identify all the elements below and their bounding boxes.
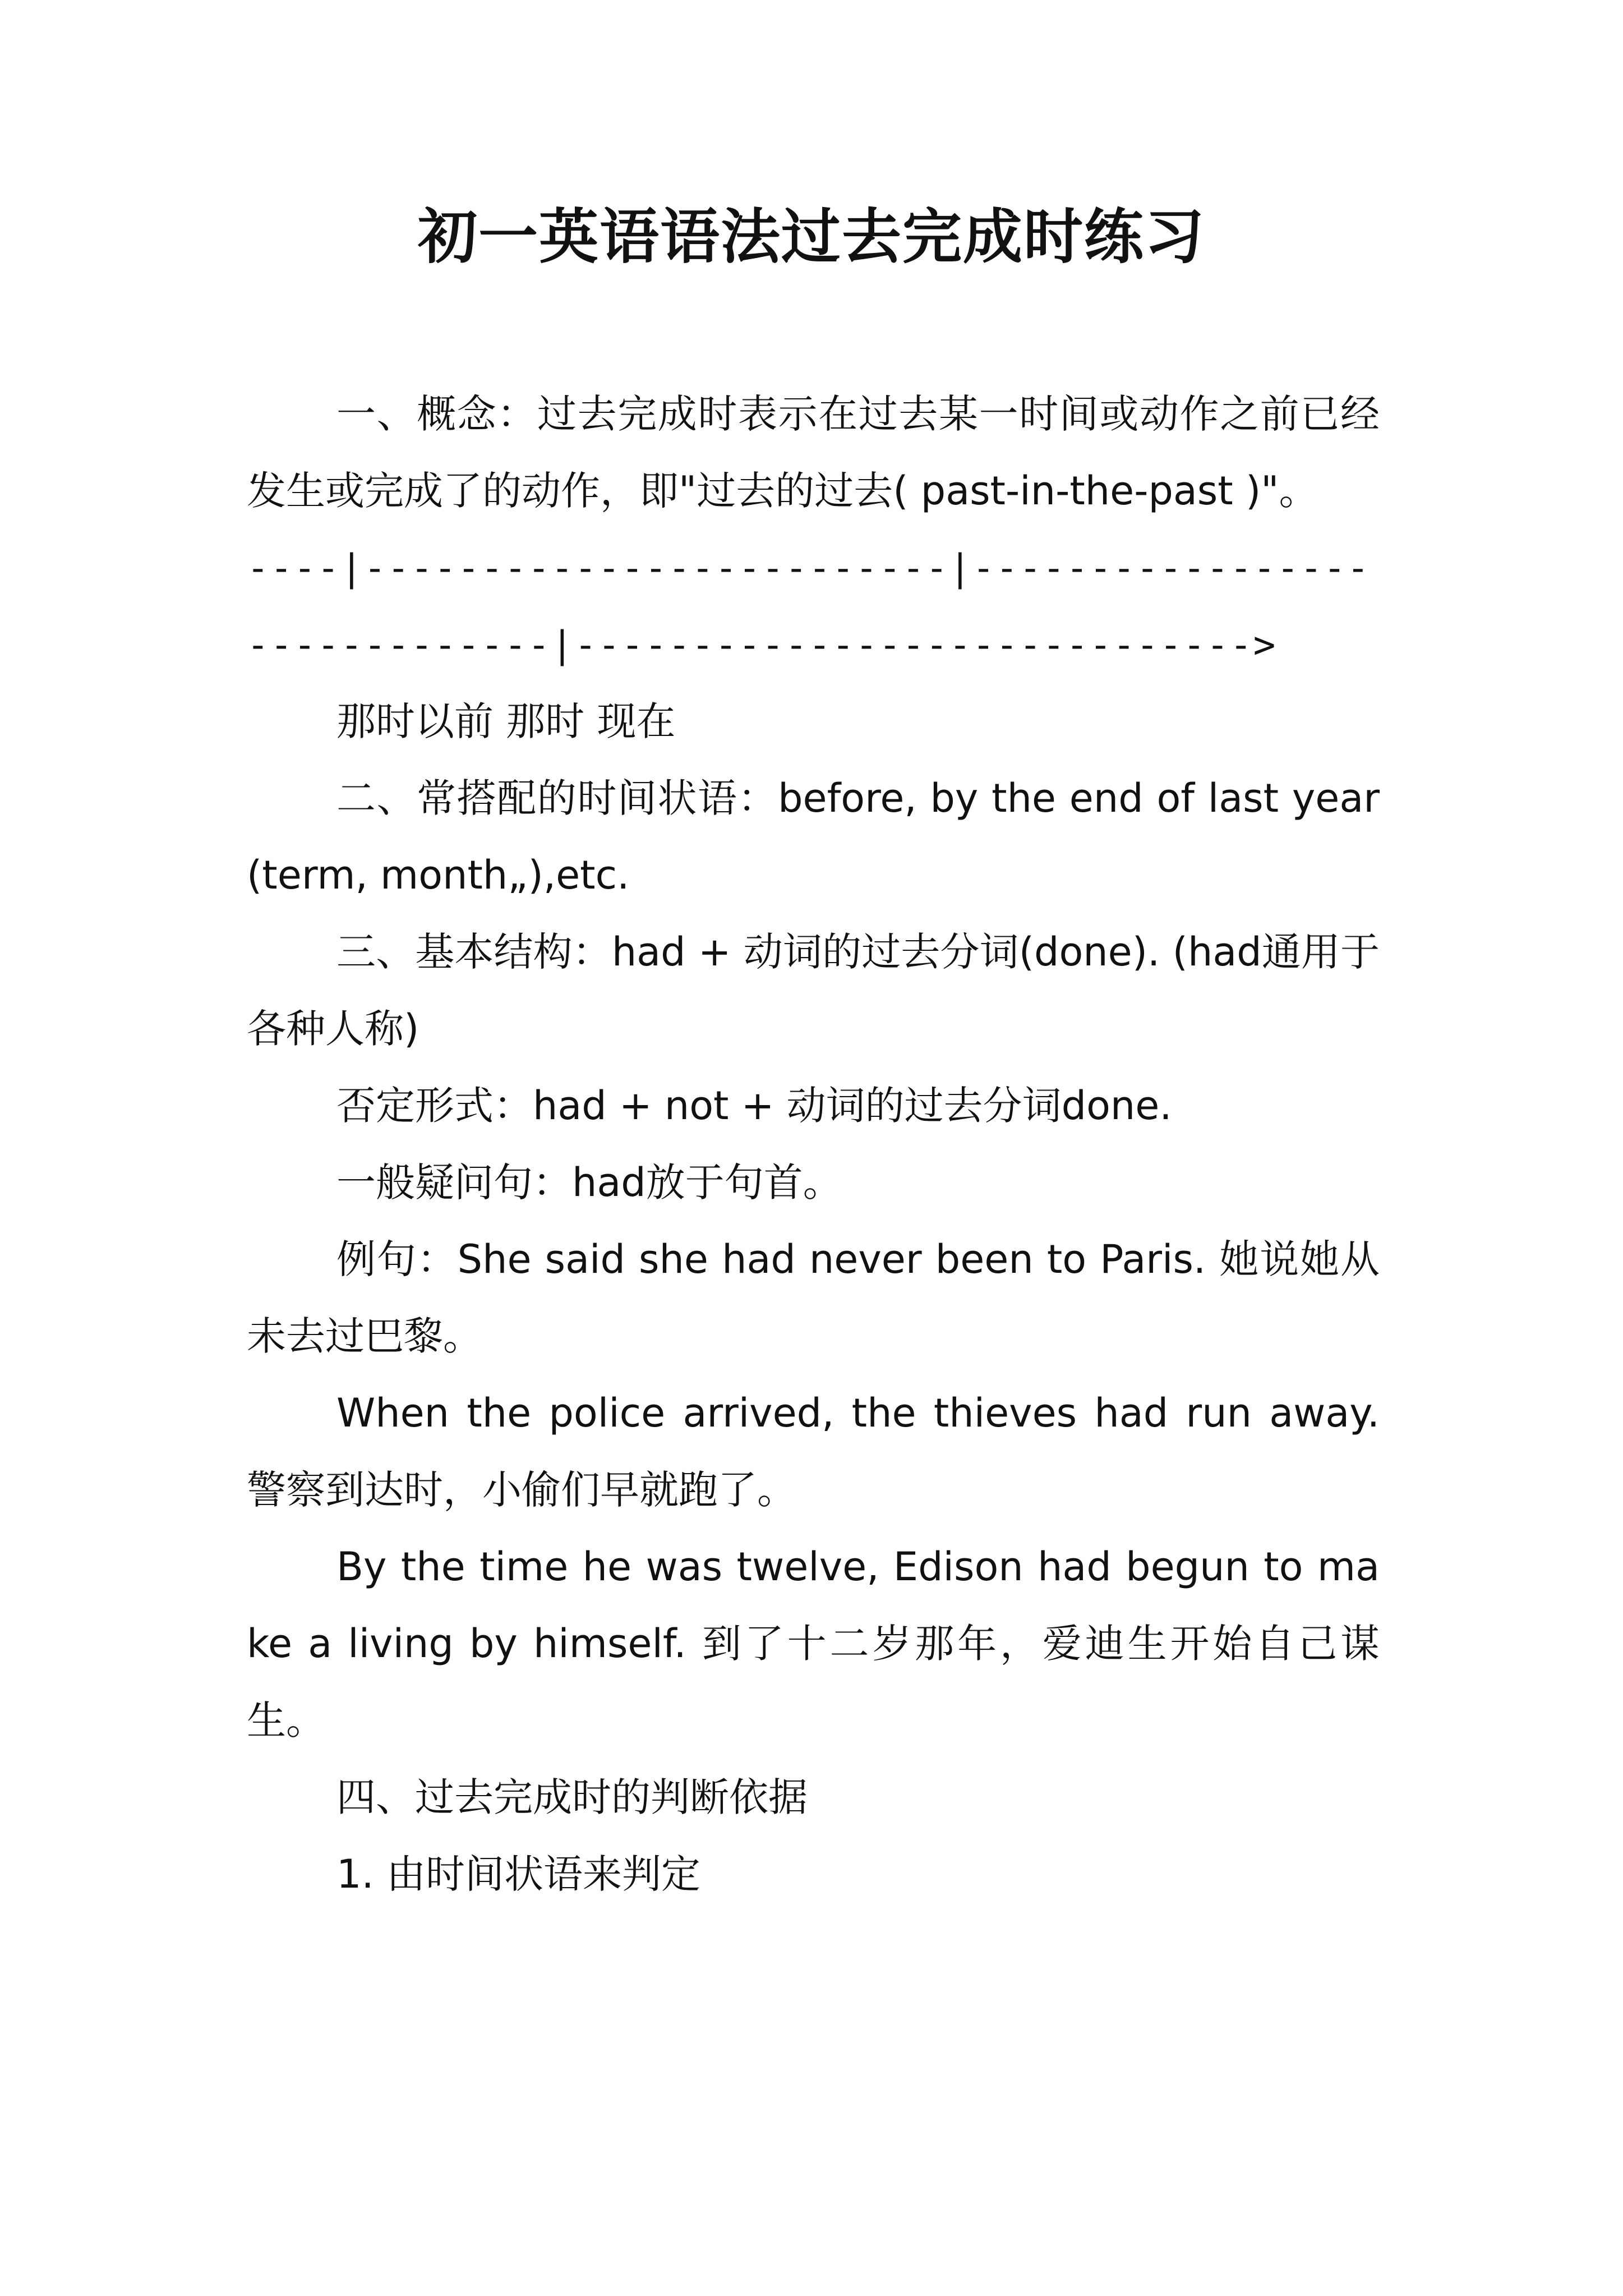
paragraph-example-1: 例句：She said she had never been to Paris. 她说她从未去过巴黎。 bbox=[247, 1236, 1380, 1359]
paragraph-judgement-heading: 四、过去完成时的判断依据 bbox=[336, 1774, 808, 1820]
paragraph-example-3: By the time he was twelve, Edison had begun to make a living by himself. 到了十二岁那年，爱迪生开始自己谋生。 bbox=[247, 1544, 1380, 1743]
paragraph-example-2: When the police arrived, the thieves had run away. 警察到达时，小偷们早就跑了。 bbox=[247, 1390, 1380, 1513]
paragraph-concept: 一、概念：过去完成时表示在过去某一时间或动作之前已经发生或完成了的动作，即"过去的过去( past-in-the-past )"。 bbox=[247, 391, 1380, 514]
document-title: 初一英语语法过去完成时练习 bbox=[418, 201, 1205, 272]
timeline-labels: 那时以前 那时 现在 bbox=[336, 698, 676, 744]
timeline-diagram: ----|-------------------------|------------------------------|-----------------------------> bbox=[247, 546, 1371, 666]
paragraph-question-form: 一般疑问句：had放于句首。 bbox=[336, 1159, 842, 1205]
paragraph-negative-form: 否定形式：had + not + 动词的过去分词done. bbox=[336, 1083, 1172, 1129]
paragraph-judgement-1: 1. 由时间状语来判定 bbox=[336, 1851, 701, 1897]
document-body bbox=[247, 376, 1380, 1913]
paragraph-structure: 三、基本结构：had + 动词的过去分词(done). (had通用于各种人称) bbox=[247, 929, 1380, 1052]
paragraph-time-adverbials: 二、常搭配的时间状语：before, by the end of last year(term, month„),etc. bbox=[247, 775, 1380, 898]
